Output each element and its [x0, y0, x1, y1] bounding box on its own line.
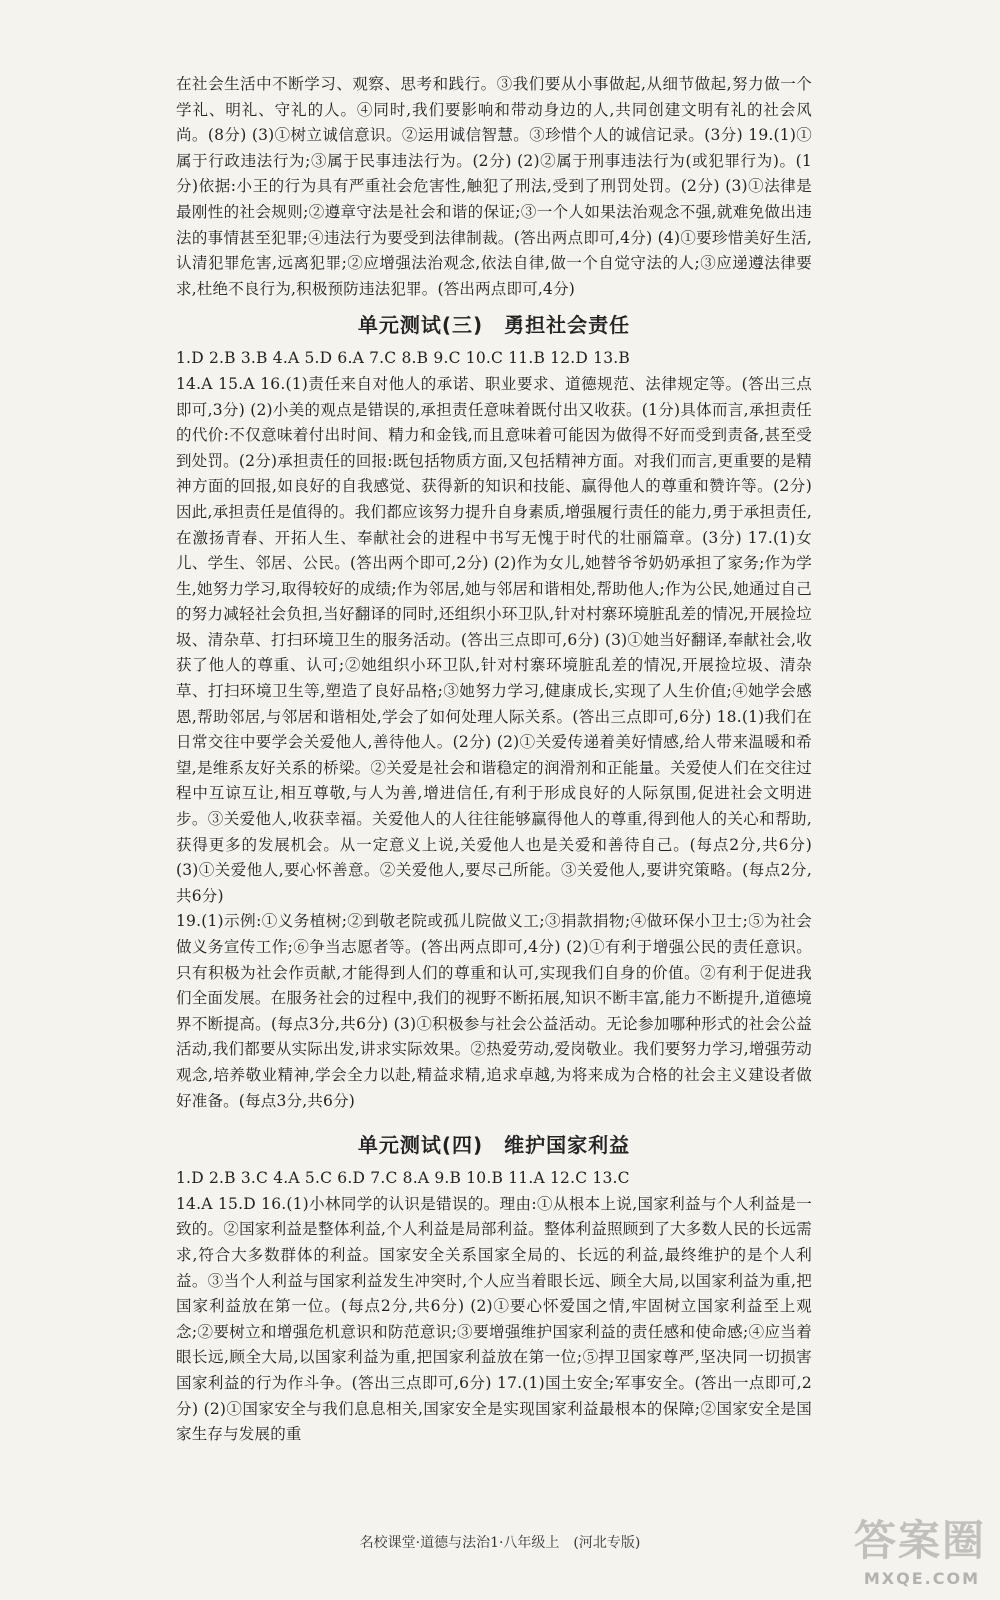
section-3-title: 单元测试(三) 勇担社会责任 — [357, 313, 631, 338]
top-answer-block: 在社会生活中不断学习、观察、思考和践行。③我们要从小事做起,从细节做起,努力做一个学礼、明礼、守礼的人。④同时,我们要影响和带动身边的人,共同创建文明有礼的社会风尚。(8分) (3)①树立诚信意识。②运用诚信智慧。③珍惜个人的诚信记录。(3分) 19.(1)①属于行政违法行为;③属于民事违法行为。(2分) (2)②属于刑事违法行为(或犯罪行为)。(1分)依据:小王的行为具有严重社会危害性,触犯了刑法,受到了刑罚处罚。(2分) (3)①法律是最刚性的社会规则;②遵章守法是社会和谐的保证;③一个人如果法治观念不强,就难免做出违法的事情甚至犯罪;④违法行为要受到法律制裁。(答出两点即可,4分) (4)①要珍惜美好生活,认清犯罪危害,远离犯罪;②应增强法治观念,依法自律,做一个自觉守法的人;③应递遵法律要求,杜绝不良行为,积极预防违法犯罪。(答出两点即可,4分) — [176, 75, 812, 298]
section-3-answer-paragraph-1: 14.A 15.A 16.(1)责任来自对他人的承诺、职业要求、道德规范、法律规定等。(答出三点即可,3分) (2)小美的观点是错误的,承担责任意味着既付出又收获。(1分)具体而言,承担责任的代价:不仅意味着付出时间、精力和金钱,而且意味着可能因为做得不好而受到责备,甚至受到处罚。(2分)承担责任的回报:既包括物质方面,又包括精神方面。对我们而言,更重要的是精神方面的回报,如良好的自我感觉、获得新的知识和技能、赢得他人的尊重和赞许等。(2分)因此,承担责任是值得的。我们都应该努力提升自身素质,增强履行责任的能力,勇于承担责任,在激扬青春、开拓人生、奉献社会的进程中书写无愧于时代的壮丽篇章。(3分) 17.(1)女儿、学生、邻居、公民。(答出两个即可,2分) (2)作为女儿,她替爷爷奶奶承担了家务;作为学生,她努力学习,取得较好的成绩;作为邻居,她与邻居和谐相处,帮助他人;作为公民,她通过自己的努力减轻社会负担,当好翻译的同时,还组织小环卫队,针对村寨环境脏乱差的情况,开展捡垃圾、清杂草、打扫环境卫生的服务活动。(答出三点即可,6分) (3)①她当好翻译,奉献社会,收获了他人的尊重、认可;②她组织小环卫队,针对村寨环境脏乱差的情况,开展捡垃圾、清杂草、打扫环境卫生等,塑造了良好品格;③她努力学习,健康成长,实现了人生价值;④她学会感恩,帮助邻居,与邻居和谐相处,学会了如何处理人际关系。(答出三点即可,6分) 18.(1)我们在日常交往中要学会关爱他人,善待他人。(2分) (2)①关爱传递着美好情感,给人带来温暖和希望,是维系友好关系的桥梁。②关爱是社会和谐稳定的润滑剂和正能量。关爱使人们在交往过程中互谅互让,相互尊敬,与人为善,增进信任,有利于形成良好的人际氛围,促进社会文明进步。③关爱他人,收获幸福。关爱他人的人往往能够赢得他人的尊重,得到他人的关心和帮助,获得更多的发展机会。从一定意义上说,关爱他人也是关爱和善待自己。(每点2分,共6分) (3)①关爱他人,要心怀善意。②关爱他人,要尽己所能。③关爱他人,要讲究策略。(每点2分,共6分) — [176, 374, 812, 905]
watermark-logo — [836, 1508, 986, 1588]
section-3-answer-paragraph-2: 19.(1)示例:①义务植树;②到敬老院或孤儿院做义工;③捐款捐物;④做环保小卫士;⑤为社会做义务宣传工作;⑥争当志愿者等。(答出两点即可,4分) (2)①有利于增强公民的责任意识。只有积极为社会作贡献,才能得到人们的尊重和认可,实现我们自身的价值。②有利于促进我们全面发展。在服务社会的过程中,我们的视野不断拓展,知识不断丰富,能力不断提升,道德境界不断提高。(每点3分,共6分) (3)①积极参与社会公益活动。无论参加哪种形式的社会公益活动,我们都要从实际出发,讲求实际效果。②热爱劳动,爱岗敬业。我们要努力学习,增强劳动观念,培养敬业精神,学会全力以赴,精益求精,追求卓越,为将来成为合格的社会主义建设者做好准备。(每点3分,共6分) — [176, 912, 812, 1110]
watermark-brand: 答案圈 — [853, 1516, 986, 1565]
section-4-choice-answers: 1.D 2.B 3.C 4.A 5.C 6.D 7.C 8.A 9.B 10.B 11.A 12.C 13.C — [176, 1169, 630, 1188]
section-4-answer-paragraph-1: 14.A 15.D 16.(1)小林同学的认识是错误的。理由:①从根本上说,国家利益与个人利益是一致的。②国家利益是整体利益,个人利益是局部利益。整体利益照顾到了大多数人民的长远需求,符合大多数群体的利益。国家安全关系国家全局的、长远的利益,最终维护的是个人利益。③当个人利益与国家利益发生冲突时,个人应当着眼长远、顾全大局,以国家利益为重,把国家利益放在第一位。(每点2分,共6分) (2)①要心怀爱国之情,牢固树立国家利益至上观念;②要树立和增强危机意识和防范意识;③要增强维护国家利益的责任感和使命感;④应当着眼长远,顾全大局,以国家利益为重,把国家利益放在第一位;⑤捍卫国家尊严,坚决同一切损害国家利益的行为作斗争。(答出三点即可,6分) 17.(1)国土安全;军事安全。(答出一点即可,2分) (2)①国家安全与我们息息相关,国家安全是实现国家利益最根本的保障;②国家安全是国家生存与发展的重 — [176, 1194, 812, 1444]
section-4-title: 单元测试(四) 维护国家利益 — [357, 1133, 631, 1158]
answer-content — [176, 72, 812, 1448]
section-3-choice-answers: 1.D 2.B 3.B 4.A 5.D 6.A 7.C 8.B 9.C 10.C 11.B 12.D 13.B — [176, 349, 631, 368]
watermark-url: MXQE.COM — [863, 1569, 980, 1588]
page-footer: 名校课堂·道德与法治1·八年级上 (河北专版) — [359, 1535, 641, 1551]
